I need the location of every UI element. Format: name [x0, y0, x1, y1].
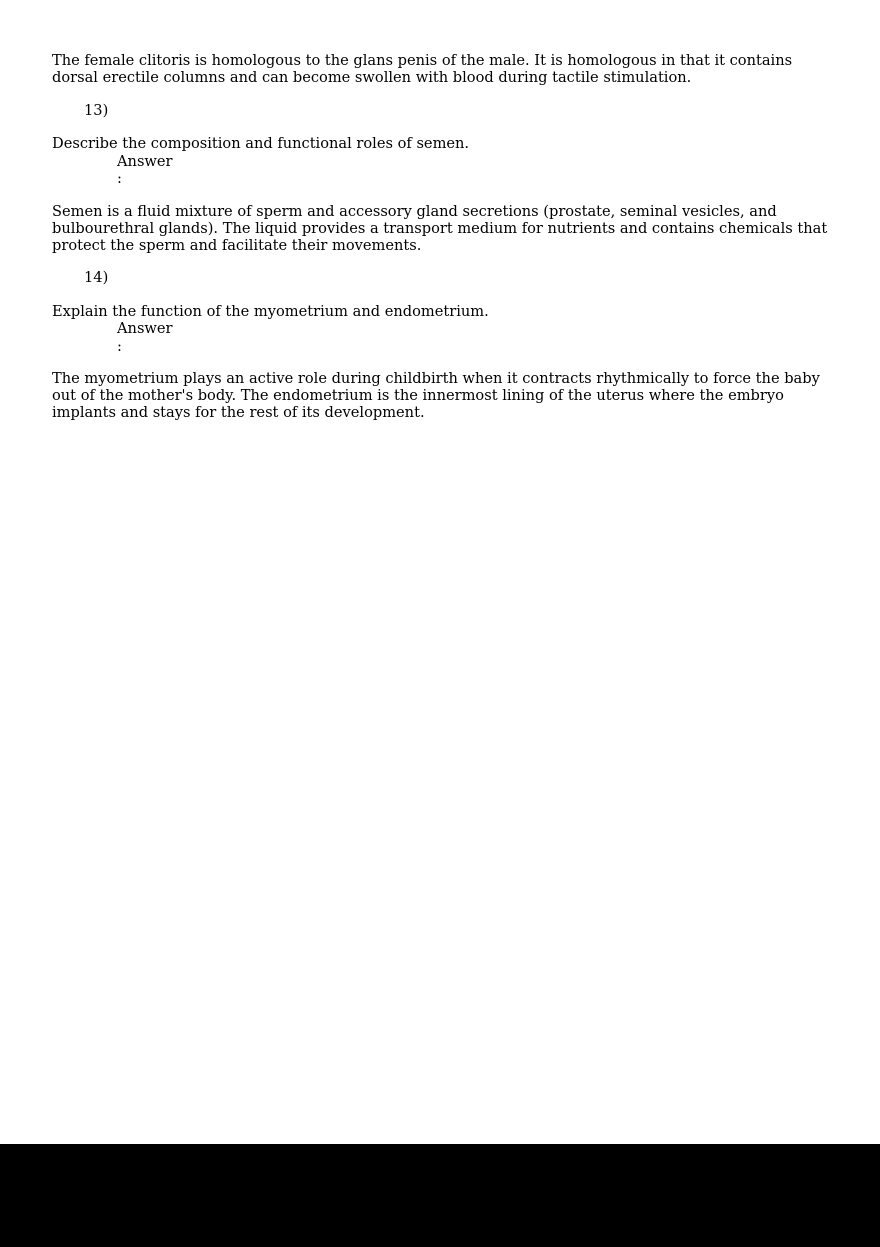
answer-line: The myometrium plays an active role during childbirth when it contracts rhythmically to force the baby — [52, 370, 820, 387]
answer-line: The female clitoris is homologous to the glans penis of the male. It is homologous in that it contains — [52, 52, 793, 69]
answer-line: Semen is a fluid mixture of sperm and accessory gland secretions (prostate, seminal vesicles, and — [52, 203, 777, 220]
question-14-prompt: Explain the function of the myometrium and endometrium. — [52, 303, 489, 320]
question-number-13: 13) — [84, 102, 109, 119]
previous-answer-text — [52, 52, 852, 86]
answer-line: dorsal erectile columns and can become swollen with blood during tactile stimulation. — [52, 69, 692, 86]
question-number-14: 14) — [84, 269, 109, 286]
answer-line: implants and stays for the rest of its development. — [52, 404, 425, 421]
question-13-prompt: Describe the composition and functional roles of semen. — [52, 135, 470, 152]
answer-colon-14: : — [117, 338, 122, 355]
question-13-answer-text — [52, 203, 852, 254]
answer-line: bulbourethral glands). The liquid provides a transport medium for nutrients and contains chemicals that — [52, 220, 828, 237]
question-14-answer-text — [52, 370, 852, 421]
answer-line: protect the sperm and facilitate their movements. — [52, 237, 422, 254]
answer-label-14: Answer — [117, 320, 173, 337]
answer-line: out of the mother's body. The endometrium is the innermost lining of the uterus where the embryo — [52, 387, 784, 404]
bottom-black-band — [0, 1144, 880, 1247]
answer-colon-13: : — [117, 170, 122, 187]
answer-label-13: Answer — [117, 153, 173, 170]
